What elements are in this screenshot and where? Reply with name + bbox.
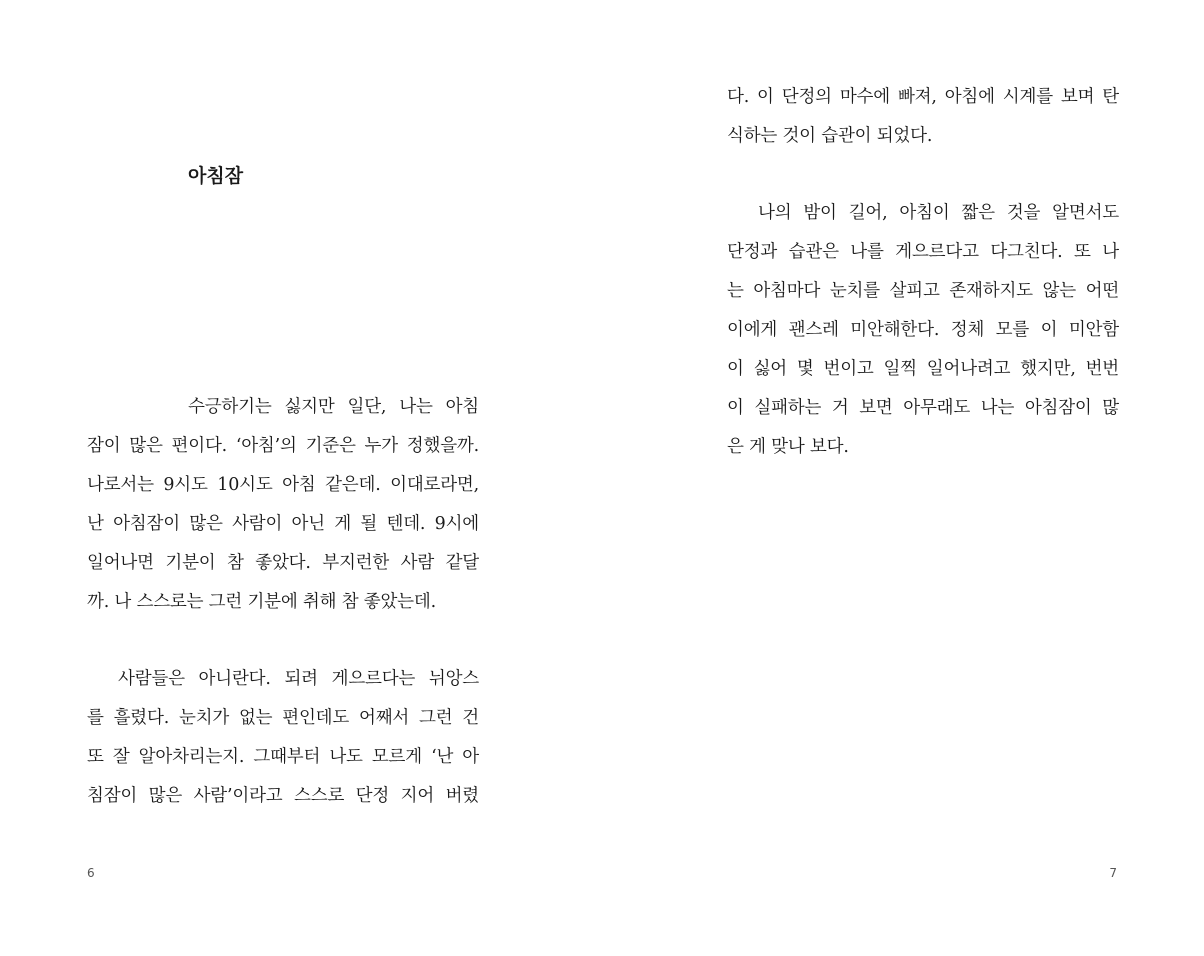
text-line: 나로서는 9시도 10시도 아침 같은데. 이대로라면,	[87, 475, 479, 495]
page-number: 7	[1109, 866, 1117, 880]
text-line: 은 게 맞나 보다.	[727, 437, 849, 457]
right-paragraph-1	[727, 78, 1119, 156]
text-line: 이 싫어 몇 번이고 일찍 일어나려고 했지만, 번번	[727, 359, 1119, 379]
text-line: 이 실패하는 거 보면 아무래도 나는 아침잠이 많	[727, 398, 1119, 418]
text-line: 나의 밤이 길어, 아침이 짧은 것을 알면서도	[758, 203, 1119, 223]
text-line: 사람들은 아니란다. 되려 게으르다는 뉘앙스	[118, 669, 479, 689]
text-line: 일어나면 기분이 참 좋았다. 부지런한 사람 같달	[87, 553, 479, 573]
page-number: 6	[87, 866, 95, 880]
left-paragraph-1	[87, 388, 479, 622]
text-line: 잠이 많은 편이다. ‘아침’의 기준은 누가 정했을까.	[87, 436, 479, 456]
text-line: 단정과 습관은 나를 게으르다고 다그친다. 또 나	[727, 242, 1119, 262]
text-line: 를 흘렸다. 눈치가 없는 편인데도 어째서 그런 건	[87, 708, 479, 728]
left-paragraph-2	[87, 660, 479, 816]
text-line: 까. 나 스스로는 그런 기분에 취해 참 좋았는데.	[87, 592, 436, 612]
chapter-title: 아침잠	[188, 165, 244, 187]
right-paragraph-2	[727, 194, 1119, 467]
text-line: 침잠이 많은 사람’이라고 스스로 단정 지어 버렸	[87, 786, 479, 806]
text-line: 또 잘 알아차리는지. 그때부터 나도 모르게 ‘난 아	[87, 747, 479, 767]
right-page	[602, 0, 1204, 956]
text-line: 식하는 것이 습관이 되었다.	[727, 126, 933, 146]
text-line: 난 아침잠이 많은 사람이 아닌 게 될 텐데. 9시에	[87, 514, 479, 534]
text-line: 는 아침마다 눈치를 살피고 존재하지도 않는 어떤	[727, 281, 1119, 301]
text-line: 수긍하기는 싫지만 일단, 나는 아침	[188, 397, 479, 417]
text-line: 다. 이 단정의 마수에 빠져, 아침에 시계를 보며 탄	[727, 87, 1119, 107]
text-line: 이에게 괜스레 미안해한다. 정체 모를 이 미안함	[727, 320, 1119, 340]
